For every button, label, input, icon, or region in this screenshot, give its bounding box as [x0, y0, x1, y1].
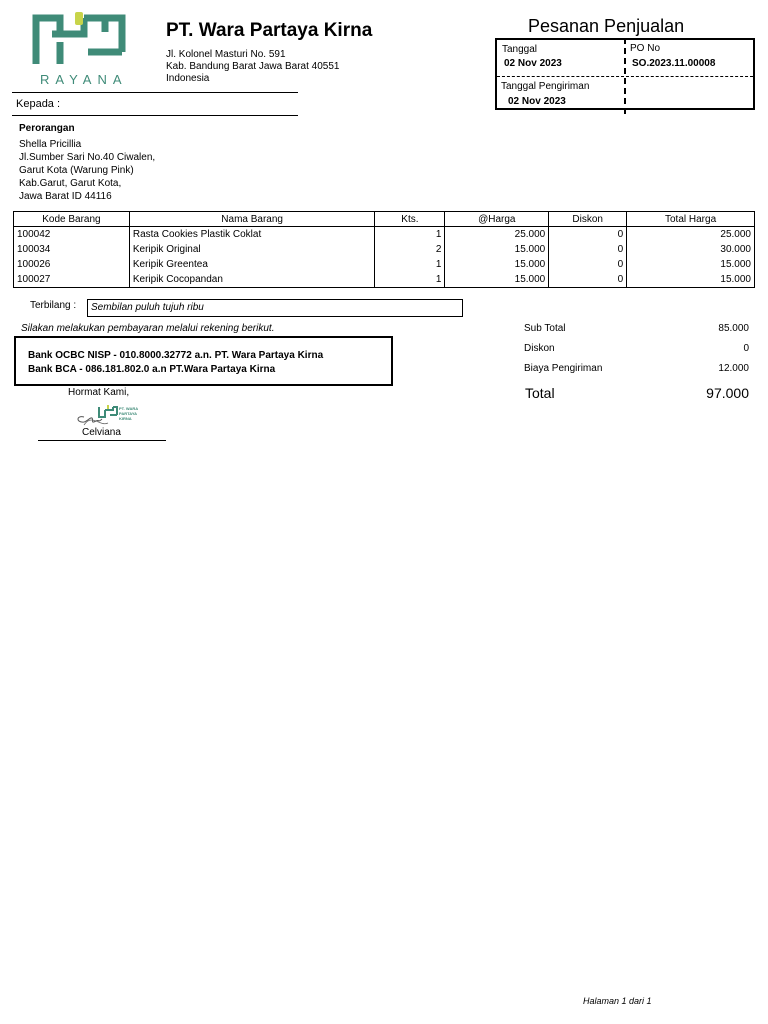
- recipient-block: [19, 122, 155, 203]
- logo-brand-text: RAYANA: [40, 72, 128, 87]
- total-label: Total: [525, 385, 555, 401]
- column-header: Nama Barang: [129, 212, 375, 227]
- subtotal-label: Sub Total: [524, 323, 566, 334]
- shipping-label: Biaya Pengiriman: [524, 363, 603, 374]
- item-total: 30.000: [627, 242, 755, 257]
- subtotal-value: 85.000: [718, 323, 749, 334]
- table-row: [14, 242, 755, 257]
- table-header-row: [14, 212, 755, 227]
- bank-line: Bank OCBC NISP - 010.8000.32772 a.n. PT. Wara Partaya Kirna: [28, 350, 324, 361]
- divider: [12, 115, 298, 116]
- terbilang-label: Terbilang :: [30, 300, 77, 311]
- address-line: Indonesia: [166, 73, 210, 84]
- company-address: [166, 49, 339, 85]
- recipient-line: Jawa Barat ID 44116: [19, 191, 112, 202]
- table-row: [14, 272, 755, 288]
- signature-greeting: Hormat Kami,: [68, 387, 130, 398]
- item-price: 15.000: [445, 257, 549, 272]
- item-discount: 0: [549, 242, 627, 257]
- column-header: Kode Barang: [14, 212, 130, 227]
- item-total: 25.000: [627, 227, 755, 243]
- address-line: Jl. Kolonel Masturi No. 591: [166, 49, 286, 60]
- signature-line: [38, 440, 166, 441]
- po-value: SO.2023.11.00008: [632, 58, 716, 69]
- stamp-text: PT. WARA PARTAYA KIRNA: [119, 406, 138, 421]
- item-qty: 2: [375, 242, 445, 257]
- date-label: Tanggal: [502, 44, 538, 55]
- item-price: 15.000: [445, 242, 549, 257]
- item-qty: 1: [375, 257, 445, 272]
- item-total: 15.000: [627, 272, 755, 288]
- item-price: 15.000: [445, 272, 549, 288]
- column-header: Kts.: [375, 212, 445, 227]
- po-label: PO No: [630, 43, 661, 54]
- recipient-label: Kepada :: [16, 98, 61, 110]
- item-name: Keripik Greentea: [129, 257, 375, 272]
- item-qty: 1: [375, 227, 445, 243]
- total-value: 97.000: [706, 385, 749, 401]
- page-number: Halaman 1 dari 1: [583, 996, 652, 1006]
- item-discount: 0: [549, 227, 627, 243]
- table-row: [14, 227, 755, 243]
- info-divider-h: [497, 76, 753, 77]
- item-code: 100034: [14, 242, 130, 257]
- item-discount: 0: [549, 257, 627, 272]
- recipient-line: Kab.Garut, Garut Kota,: [19, 178, 122, 189]
- item-qty: 1: [375, 272, 445, 288]
- recipient-line: Shella Pricillia: [19, 139, 82, 150]
- item-code: 100026: [14, 257, 130, 272]
- bank-line: Bank BCA - 086.181.802.0 a.n PT.Wara Partaya Kirna: [28, 364, 276, 375]
- column-header: Total Harga: [627, 212, 755, 227]
- date-value: 02 Nov 2023: [504, 58, 562, 69]
- item-price: 25.000: [445, 227, 549, 243]
- table-row: [14, 257, 755, 272]
- item-code: 100027: [14, 272, 130, 288]
- divider: [12, 92, 298, 93]
- discount-value: 0: [743, 343, 749, 354]
- ship-date-value: 02 Nov 2023: [508, 96, 566, 107]
- recipient-type: Perorangan: [19, 123, 75, 134]
- item-discount: 0: [549, 272, 627, 288]
- company-name: PT. Wara Partaya Kirna: [166, 20, 373, 41]
- column-header: Diskon: [549, 212, 627, 227]
- company-logo: [30, 12, 130, 90]
- item-name: Keripik Original: [129, 242, 375, 257]
- item-code: 100042: [14, 227, 130, 243]
- signature-name: Celviana: [82, 427, 121, 438]
- rayana-logo-icon: [30, 12, 130, 70]
- items-table: [13, 211, 755, 288]
- item-name: Rasta Cookies Plastik Coklat: [129, 227, 375, 243]
- column-header: @Harga: [445, 212, 549, 227]
- bank-box: [14, 336, 393, 386]
- item-name: Keripik Cocopandan: [129, 272, 375, 288]
- discount-label: Diskon: [524, 343, 555, 354]
- terbilang-value: Sembilan puluh tujuh ribu: [87, 299, 463, 317]
- recipient-line: Jl.Sumber Sari No.40 Ciwalen,: [19, 152, 156, 163]
- address-line: Kab. Bandung Barat Jawa Barat 40551: [166, 61, 340, 72]
- shipping-value: 12.000: [718, 363, 749, 374]
- recipient-line: Garut Kota (Warung Pink): [19, 165, 134, 176]
- ship-date-label: Tanggal Pengiriman: [501, 81, 590, 92]
- item-total: 15.000: [627, 257, 755, 272]
- signature-stamp: [72, 403, 146, 427]
- document-title: Pesanan Penjualan: [528, 16, 685, 36]
- payment-note: Silakan melakukan pembayaran melalui rekening berikut.: [21, 323, 275, 334]
